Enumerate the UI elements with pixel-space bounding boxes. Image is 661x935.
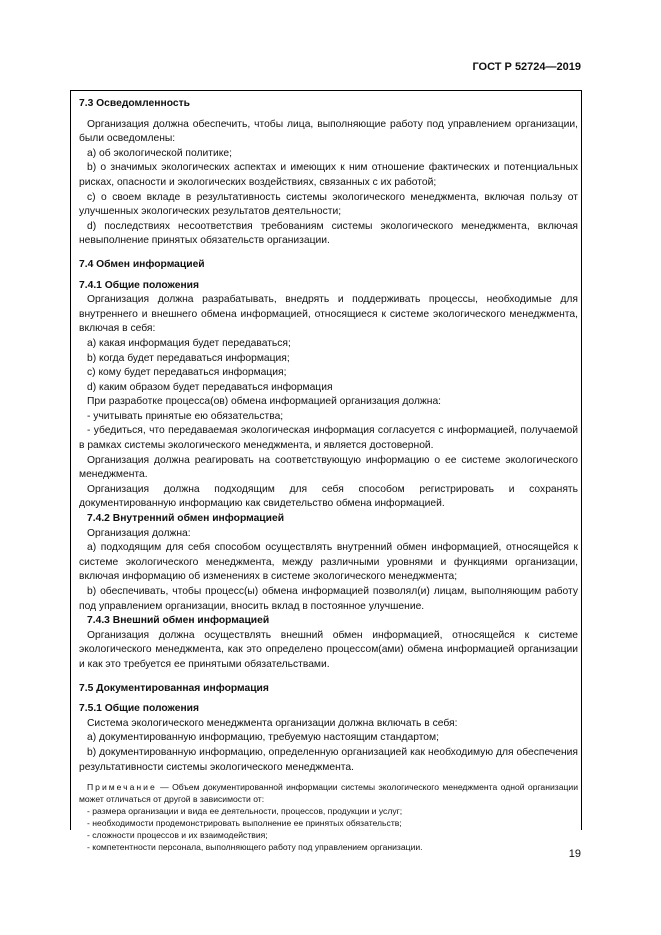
section-paragraph: Система экологического менеджмента организации должна включать в себя: — [87, 717, 458, 729]
section-7-3-title: 7.3 Осведомленность — [79, 98, 190, 109]
list-item: d) каким образом будет передаваться информация — [87, 381, 333, 393]
document-code: ГОСТ Р 52724—2019 — [472, 61, 581, 73]
note-list-item: - размера организации и вида ее деятельности, процессов, продукции и услуг; — [87, 806, 403, 817]
section-paragraph: Организация должна осуществлять внешний обмен информацией, относящейся к системе экологического менеджмента, как это определено процессом(ами) обмена информацией организации и как это требуется ее принятыми обязательствами. — [79, 629, 578, 670]
list-item: b) обеспечивать, чтобы процесс(ы) обмена информацией позволял(и) лицам, выполняющим работу под управлением организации, вносить вклад в постоянное улучшение. — [79, 586, 578, 612]
list-item: a) подходящим для себя способом осуществлять внутренний обмен информацией, относящейся к системе экологического менеджмента, между различными уровнями и функциями организации, включая информацию об изменениях в системе экологического менеджмента; — [79, 542, 578, 583]
section-7-4-title: 7.4 Обмен информацией — [79, 258, 205, 270]
document-body — [79, 97, 578, 853]
section-7-4-3-title: 7.4.3 Внешний обмен информацией — [87, 615, 270, 627]
page-number: 19 — [568, 848, 581, 860]
note-list-item: - компетентности персонала, выполняющего работу под управлением организации. — [87, 842, 423, 853]
section-7-4-1-title: 7.4.1 Общие положения — [79, 279, 199, 291]
list-item: - учитывать принятые ею обязательства; — [87, 410, 284, 422]
section-paragraph: Организация должна разрабатывать, внедрять и поддерживать процессы, необходимые для внутреннего и внешнего обмена информацией, относящиеся к системе экологического менеджмента, включая в себя: — [79, 294, 578, 335]
list-item: a) документированную информацию, требуемую настоящим стандартом; — [87, 732, 439, 744]
list-item: a) об экологической политике; — [87, 147, 232, 159]
list-item: c) кому будет передаваться информация; — [87, 367, 287, 379]
section-paragraph: Организация должна реагировать на соответствующую информацию о ее системе экологического менеджмента. — [79, 454, 578, 481]
list-item: b) документированную информацию, определенную организацией как необходимую для обеспечения результативности системы экологического менеджмента. — [79, 746, 578, 773]
section-7-4-2-title: 7.4.2 Внутренний обмен информацией — [87, 513, 285, 525]
list-item: d) последствиях несоответствия требованиям системы экологического менеджмента, включая невыполнение принятых обязательств организации. — [79, 220, 578, 247]
note-text: — Объем документированной информации системы экологического менеджмента одной организации может отличаться от другой в зависимости от: — [79, 782, 578, 805]
note-label: Примечание — [87, 782, 157, 793]
section-paragraph: Организация должна подходящим для себя способом регистрировать и сохранять документированную информацию как свидетельство обмена информацией. — [79, 483, 578, 510]
section-paragraph: При разработке процесса(ов) обмена информацией организация должна: — [87, 396, 442, 408]
note-list-item: - необходимости продемонстрировать выполнение ее принятых обязательств; — [87, 818, 402, 829]
list-item: b) о значимых экологических аспектах и имеющих к ним отношение фактических и потенциальных рисках, опасности и экологических воздействиях, связанных с их работой; — [79, 162, 578, 188]
section-paragraph: Организация должна: — [87, 527, 191, 539]
section-7-5-1-title: 7.5.1 Общие положения — [79, 703, 199, 715]
list-item: c) о своем вкладе в результативность системы экологического менеджмента, включая пользу от улучшенных экологических результатов деятельности; — [79, 191, 578, 218]
note — [79, 781, 578, 805]
section-7-5-title: 7.5 Документированная информация — [79, 682, 269, 694]
section-7-3-paragraph: Организация должна обеспечить, чтобы лица, выполняющие работу под управлением организации, были осведомлены: — [79, 118, 578, 145]
list-item: - убедиться, что передаваемая экологическая информация согласуется с информацией, получаемой в рамках системы экологического менеджмента, и является достоверной. — [79, 425, 578, 452]
list-item: a) какая информация будет передаваться; — [87, 337, 291, 349]
note-list-item: - сложности процессов и их взаимодействия; — [87, 830, 268, 841]
list-item: b) когда будет передаваться информация; — [87, 352, 290, 364]
